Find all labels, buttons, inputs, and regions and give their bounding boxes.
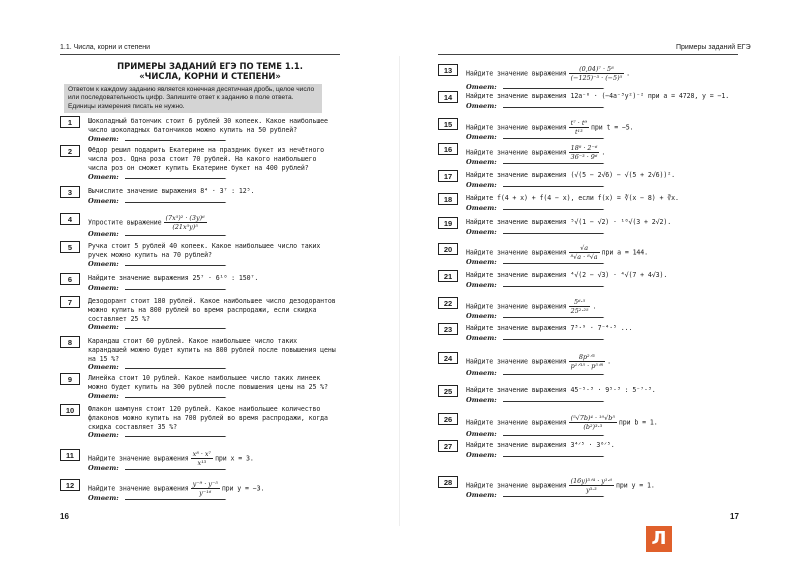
task-statement: Шоколадный батончик стоит 6 рублей 30 копеек. Какое наибольшее число шоколадных батончиков можно купить на 50 рублей? [88,117,328,134]
task-condition: при t = −5. [590,123,634,132]
task-condition: при y = 1. [616,481,655,490]
answer-field[interactable] [503,203,603,210]
task-number: 8 [60,336,80,348]
task-statement: Линейка стоит 10 рублей. Какое наибольшее число таких линеек можно будет купить на 300 рублей после повышения цены на 25 %? [88,374,328,391]
task-statement: Найдите значение выражения ⁵√(1 − √2) · ¹⁰√(3 + 2√2). [466,218,672,226]
answer-period: . [602,83,605,91]
answer-field[interactable] [125,172,225,179]
fraction-numerator: 5⁶·⁵ [569,298,591,307]
task-text [466,218,736,227]
answer-field[interactable] [503,157,603,164]
task-condition: . [592,302,597,311]
answer-period: . [224,363,227,371]
answer-period: . [602,102,605,110]
answer-period: . [224,135,227,143]
fraction-numerator: y⁻⁹ · y⁻⁵ [192,480,218,488]
task-statement: Найдите значение выражения [466,148,567,157]
answer-period: . [224,494,227,502]
task-number: 5 [60,241,80,253]
right-page [400,0,800,562]
answer-period: . [602,491,605,499]
task-number: 25 [438,385,458,397]
answer-label: Ответ: [466,430,497,438]
answer-field[interactable] [125,283,225,290]
task-number: 13 [438,64,458,76]
answer-row [88,196,227,205]
fraction-denominator: 36⁻³ · 9⁶ [570,153,598,161]
answer-field[interactable] [503,257,603,264]
answer-period: . [602,228,605,236]
publisher-logo-letter: Л [651,528,667,549]
answer-label: Ответ: [466,181,497,189]
task-number: 10 [60,404,80,416]
answer-row [466,490,605,499]
task-statement: Найдите значение выражения 45⁻⁵·³ · 9⁵·³ : 5⁻⁷·³. [466,386,656,394]
answer-row [88,172,227,181]
task-statement: Найдите значение выражения [466,418,567,427]
task-statement: Найдите значение выражения [88,454,189,463]
task-statement: Вычислите значение выражения 8⁴ · 3⁷ : 12⁵. [88,187,255,195]
task-condition: при a = 144. [601,248,649,257]
header-rule [438,54,738,55]
answer-label: Ответ: [88,392,119,400]
answer-label: Ответ: [466,158,497,166]
task-number: 16 [438,143,458,155]
answer-row [466,429,605,438]
fraction-numerator: √a [569,244,600,253]
task-number: 15 [438,118,458,130]
fraction-numerator: 18⁸ · 2⁻⁶ [570,144,598,152]
fraction-numerator: 8p²ᐟ³ [569,353,606,362]
task-condition: . [626,69,631,78]
task-number: 24 [438,352,458,364]
answer-field[interactable] [503,280,603,287]
answer-field[interactable] [125,322,225,329]
answer-field[interactable] [503,227,603,234]
task-condition: при y = −3. [221,484,265,493]
answer-row [88,463,227,472]
answer-field[interactable] [503,180,603,187]
answer-period: . [602,258,605,266]
task-text [466,271,736,280]
task-text [466,92,736,101]
answer-period: . [224,392,227,400]
answer-field[interactable] [125,391,225,398]
task-number: 6 [60,273,80,285]
answer-row [88,259,227,268]
task-number: 4 [60,213,80,225]
task-statement: Найдите значение выражения [466,481,567,490]
fraction-numerator: (16y)³ᐟ⁴ · y¹·⁶ [570,477,613,485]
answer-label: Ответ: [466,83,497,91]
fraction-numerator: x⁸ · x⁷ [192,450,212,458]
answer-field[interactable] [503,311,603,318]
answer-period: . [602,430,605,438]
task-statement: Найдите значение выражения ⁴√(2 − √3) · ⁴√(7 + 4√3). [466,271,668,279]
answer-row [466,450,605,459]
answer-row [466,157,605,166]
answer-field[interactable] [503,333,603,340]
fraction-denominator: (−125)⁻³ · (−5)⁵ [570,74,623,82]
fraction-denominator: x¹³ [197,459,207,467]
page-number-right: 17 [730,512,739,521]
expression-fraction [569,65,625,82]
answer-period: . [602,369,605,377]
answer-label: Ответ: [466,102,497,110]
answer-label: Ответ: [466,133,497,141]
task-statement: Найдите значение выражения [466,357,567,366]
task-number: 2 [60,145,80,157]
task-statement: Дезодорант стоит 180 рублей. Какое наибольшее число дезодорантов можно купить на 800 рублей во время распродажи, если скидка составляет 25 %? [88,297,336,323]
task-statement: Найдите значение выражения 7³·⁹ · 7⁻⁴·⁵ ... [466,324,633,332]
answer-label: Ответ: [88,284,119,292]
task-statement: Найдите значение выражения [466,123,567,132]
task-condition: при b = 1. [618,418,658,427]
task-statement: Флакон шампуня стоит 120 рублей. Какое наибольшее количество флаконов можно купить на 700 рублей во время распродажи, когда скидка составляет 35 %? [88,405,328,431]
fraction-numerator: (7x⁵)² · (3y)⁶ [165,214,205,222]
answer-period: . [224,323,227,331]
answer-label: Ответ: [466,396,497,404]
answer-label: Ответ: [88,197,119,205]
task-number: 22 [438,297,458,309]
answer-field[interactable] [125,196,225,203]
answer-period: . [224,173,227,181]
fraction-numerator: (0,04)⁷ · 5⁸ [569,65,625,74]
answer-row [466,311,605,320]
task-number: 19 [438,217,458,229]
fraction-denominator: ⁸√a · ⁸√a [570,253,598,261]
task-number: 3 [60,186,80,198]
answer-label: Ответ: [466,369,497,377]
task-number: 27 [438,440,458,452]
answer-label: Ответ: [88,464,119,472]
answer-field[interactable] [503,132,603,139]
task-statement: Карандаш стоит 60 рублей. Какое наибольшее число таких карандашей можно будет купить на 800 рублей после повышения цены на 15 %? [88,337,336,363]
answer-label: Ответ: [466,281,497,289]
answer-label: Ответ: [88,323,119,331]
answer-field[interactable] [125,259,225,266]
answer-field[interactable] [503,368,603,375]
answer-field[interactable] [125,430,225,437]
answer-field[interactable] [125,362,225,369]
task-statement: Найдите значение выражения [466,302,567,311]
answer-label: Ответ: [88,494,119,502]
task-text [88,117,338,135]
answer-label: Ответ: [466,334,497,342]
answer-period: . [602,451,605,459]
task-number: 28 [438,476,458,488]
answer-row [466,280,605,289]
answer-field[interactable] [125,493,225,500]
fraction-denominator: t¹³ [574,128,583,136]
answer-field[interactable] [503,450,603,457]
task-text [88,405,338,431]
task-text [88,146,338,172]
answer-period: . [224,464,227,472]
task-text [466,324,736,333]
task-number: 23 [438,323,458,335]
answer-row [88,229,227,238]
answer-label: Ответ: [88,230,119,238]
answer-period: . [602,281,605,289]
answer-field[interactable] [125,229,225,236]
answer-row [88,322,227,331]
task-statement: Найдите значение выражения 3⁴ᐟ⁵ · 3⁶ᐟ⁵. [466,441,615,449]
answer-row [466,82,605,91]
section-title-line2: «ЧИСЛА, КОРНИ И СТЕПЕНИ» [139,71,281,81]
fraction-denominator: 25²·²⁵ [570,307,589,315]
answer-field[interactable] [503,101,603,108]
answer-row [88,283,227,292]
answer-field[interactable] [503,82,603,89]
task-statement: Найдите значение выражения [466,69,567,78]
instruction-box: Ответом к каждому заданию является конечная десятичная дробь, целое число или последовательность цифр. Запишите ответ к заданию в поле ответа. Единицы измерения писать не нужно. [64,84,322,113]
answer-row [88,430,227,439]
answer-period: . [224,230,227,238]
answer-field[interactable] [125,134,225,141]
answer-field[interactable] [125,463,225,470]
answer-period: . [224,431,227,439]
answer-label: Ответ: [88,173,119,181]
answer-period: . [602,204,605,212]
task-statement: Найдите значение выражения 25⁷ · 6¹⁰ : 150⁷. [88,274,259,282]
fraction-denominator: y⁻¹⁶ [199,489,212,497]
answer-row [466,368,605,377]
answer-label: Ответ: [466,491,497,499]
task-statement: Найдите значение выражения 12a⁻⁶ · (−4a⁻³y²)⁻² при a = 4728, y = −1. [466,92,730,100]
fraction-denominator: y³·³ [585,486,597,494]
task-number: 17 [438,170,458,182]
answer-row [88,493,227,502]
task-text [466,441,736,450]
task-number: 7 [60,296,80,308]
answer-field[interactable] [503,395,603,402]
task-text [466,171,736,180]
header-rule [60,54,340,55]
task-number: 18 [438,193,458,205]
answer-period: . [602,334,605,342]
task-number: 11 [60,449,80,461]
task-number: 26 [438,413,458,425]
task-statement: Ручка стоит 5 рублей 40 копеек. Какое наибольшее число таких ручек можно купить на 70 рублей? [88,242,321,259]
task-text [466,386,736,395]
task-text [88,274,338,283]
task-text [466,65,736,82]
answer-row [466,132,605,141]
answer-label: Ответ: [466,204,497,212]
task-number: 9 [60,373,80,385]
answer-period: . [602,312,605,320]
answer-label: Ответ: [88,363,119,371]
answer-row [466,227,605,236]
fraction-numerator: (⁵√7b)⁴ · ¹⁰√b⁵ [570,414,615,422]
task-text [466,194,736,203]
answer-row [466,333,605,342]
answer-row [466,203,605,212]
answer-row [466,257,605,266]
task-text [88,242,338,260]
answer-label: Ответ: [466,451,497,459]
fraction-denominator: (21x⁵y)⁵ [172,223,198,231]
task-number: 20 [438,243,458,255]
task-number: 14 [438,91,458,103]
running-header-right: Примеры заданий ЕГЭ [676,44,751,51]
task-condition: при x = 3. [215,454,254,463]
page-number-left: 16 [60,512,69,521]
task-statement: Найдите значение выражения [466,248,567,257]
section-title-line1: ПРИМЕРЫ ЗАДАНИЙ ЕГЭ ПО ТЕМЕ 1.1. [117,61,303,71]
answer-field[interactable] [503,490,603,497]
task-text [88,297,338,323]
task-number: 1 [60,116,80,128]
publisher-logo [646,526,672,552]
answer-row [466,101,605,110]
answer-row [88,391,227,400]
answer-period: . [602,158,605,166]
answer-label: Ответ: [466,228,497,236]
task-condition: . [601,148,606,157]
answer-field[interactable] [503,429,603,436]
answer-period: . [224,284,227,292]
answer-label: Ответ: [88,431,119,439]
task-condition: . [607,357,611,366]
fraction-numerator: t⁷ · t⁹ [570,119,587,127]
fraction-denominator: (b²)³·³ [583,423,603,431]
task-statement: Упростите выражение [88,218,162,227]
task-text [88,374,338,392]
answer-row [88,134,227,143]
task-text [88,187,338,196]
answer-period: . [224,260,227,268]
fraction-denominator: p¹ᐟ¹⁵ · p⁵ᐟ⁸ [570,362,604,370]
task-statement: Найдите f(4 + x) + f(4 − x), если f(x) = ∛(x − 8) + ∛x. [466,194,679,202]
answer-period: . [224,197,227,205]
task-text [88,337,338,363]
answer-label: Ответ: [466,258,497,266]
answer-row [466,395,605,404]
answer-row [466,180,605,189]
answer-label: Ответ: [88,135,119,143]
answer-row [88,362,227,371]
answer-period: . [602,133,605,141]
task-number: 12 [60,479,80,491]
task-statement: Найдите значение выражения [88,484,189,493]
answer-period: . [602,181,605,189]
running-header-left: 1.1. Числа, корни и степени [60,44,151,51]
answer-label: Ответ: [466,312,497,320]
answer-period: . [602,396,605,404]
answer-label: Ответ: [88,260,119,268]
task-statement: Фёдор решил подарить Екатерине на праздник букет из нечётного числа роз. Одна роза стоит 70 рублей. На какого наибольшего числа роз он сможет купить Екатерине букет на 400 рублей? [88,146,325,172]
task-statement: Найдите значение выражения (√(5 − 2√6) − √(5 + 2√6))². [466,171,675,179]
task-number: 21 [438,270,458,282]
